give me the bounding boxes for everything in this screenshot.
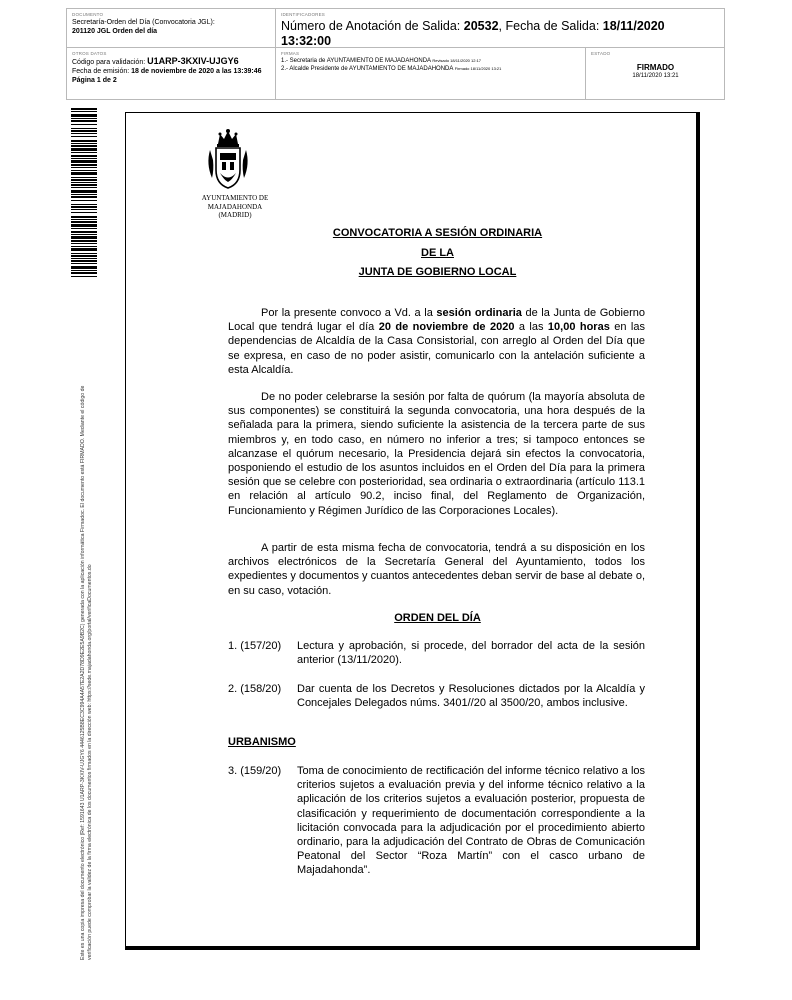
estado-caption: ESTADO bbox=[591, 51, 611, 56]
orden-del-dia-title: ORDEN DEL DÍA bbox=[394, 612, 481, 624]
emission-value: 18 de noviembre de 2020 a las 13:39:46 bbox=[131, 68, 262, 75]
documento-line1: Secretaría-Orden del Día (Convocatoria JGL): bbox=[72, 19, 215, 26]
validation-code-line bbox=[72, 57, 270, 67]
p1-hora: 10,00 horas bbox=[547, 321, 610, 334]
crest-line1: AYUNTAMIENTO DE bbox=[201, 194, 269, 202]
documento-caption: DOCUMENTO bbox=[72, 12, 104, 17]
side-text-line2: verificación puede comprobar la validez de la firma electrónica de los documentos firmados en la dirección web: https://sede.majadahonda.org/portal/verificaDocumentos.do bbox=[87, 564, 93, 960]
p1-fecha: 20 de noviembre de 2020 bbox=[378, 321, 515, 334]
crest-line3: (MADRID) bbox=[218, 211, 252, 219]
agenda-item bbox=[228, 764, 645, 878]
firma-1-text: 1.- Secretaria de AYUNTAMIENTO DE MAJADAHONDA bbox=[281, 58, 431, 64]
p1-g: en las dependencias de Alcaldía de la Casa Consistorial, con arreglo al Orden del Día que se expresa, en caso de no poder asistir, comunicarlo con la antelación suficiente a esta Alcaldía. bbox=[228, 321, 645, 376]
agenda-item-number: 2. (158/20) bbox=[228, 683, 282, 695]
p1-a: Por la presente convoco a Vd. a la bbox=[261, 307, 437, 319]
paragraph-quorum: De no poder celebrarse la sesión por falta de quórum (la mayoría absoluta de sus componentes) se constituirá la segunda convocatoria, una hora después de la señalada para la primera, siendo suficiente la asistencia de la tercera parte de sus miembros y, en todo caso, en número no inferior a tres; si tampoco entonces se alcanzase el quórum necesario, la Presidencia dejará sin efectos la convocatoria, posponiendo el estudio de los asuntos incluidos en el Orden del Día para la primera sesión que se celebre con posterioridad, sea ordinaria o extraordinaria (artículo 113.1 en relación al artículo 90.2, inciso final, del Reglamento de Organización, Funcionamiento y Régimen Jurídico de las Corporaciones Locales). bbox=[228, 391, 645, 517]
p1-sesion: sesión ordinaria bbox=[436, 307, 522, 319]
document-title-line1: CONVOCATORIA A SESIÓN ORDINARIA bbox=[332, 227, 543, 239]
document-title-line3: JUNTA DE GOBIERNO LOCAL bbox=[358, 266, 517, 278]
firma-2-note: Firmado 18/11/2020 13:21 bbox=[454, 66, 502, 71]
agenda-item-number: 1. (157/20) bbox=[228, 640, 282, 652]
barcode bbox=[71, 108, 97, 280]
side-text-line1: Este es una copia impresa del documento electrónico (Ref: 1591643 U1ARP-3KXIV-UJGY6 4446125B8EC3C994A4A57E2A2D78D9E2E5A9B2C) generada con la aplicación informática Firmadoc. El documento está FIRMADO. Mediante el código de bbox=[80, 385, 86, 960]
identificadores-text bbox=[281, 19, 720, 49]
agenda-item bbox=[228, 639, 645, 667]
p1-c: de la Junta de Gobierno Local que tendrá lugar el día bbox=[228, 307, 645, 334]
agenda-item-text: Toma de conocimiento de rectificación del informe técnico relativo a los criterios sujetos a evaluación previa y del informe técnico relativo a la aplicación de los criterios sujetos a evaluación posterior, propuesta de clasificación y requerimiento de documentación correspondiente a la licitación convocada para la adjudicación por el procedimiento abierto ordinario, para la adjudicación del Contrato de Obras de Comunicación Peatonal del Sector “Roza Martín” con el casco urbano de Majadahonda”. bbox=[297, 765, 645, 877]
firma-2-text: 2.- Alcalde Presidente de AYUNTAMIENTO DE MAJADAHONDA bbox=[281, 66, 454, 72]
page-count: Página 1 de 2 bbox=[72, 77, 117, 84]
crest-line2: MAJADAHONDA bbox=[207, 202, 263, 211]
documento-cell bbox=[67, 9, 276, 48]
ident-prefix: Número de Anotación de Salida: bbox=[281, 19, 464, 33]
firmas-caption: FIRMAS bbox=[281, 51, 300, 56]
estado-cell bbox=[586, 48, 725, 100]
paragraph-convocatoria bbox=[228, 306, 645, 377]
identificadores-cell bbox=[276, 9, 725, 48]
validation-label: Código para validación: bbox=[72, 59, 148, 66]
emission-label: Fecha de emisión: bbox=[72, 68, 132, 75]
otros-datos-caption: OTROS DATOS bbox=[72, 51, 107, 56]
p1-e: a las bbox=[514, 321, 548, 334]
agenda-item bbox=[228, 682, 645, 710]
ident-mid: , Fecha de Salida: bbox=[498, 19, 603, 33]
emission-date-line bbox=[72, 67, 270, 76]
ident-fecha: 18/11/2020 bbox=[602, 19, 665, 33]
crest-caption bbox=[190, 194, 280, 220]
document-title-line2: DE LA bbox=[421, 247, 454, 259]
documento-line2: 201120 JGL Orden del día bbox=[72, 28, 158, 35]
coat-of-arms-icon bbox=[204, 126, 252, 194]
section-urbanismo: URBANISMO bbox=[228, 736, 296, 748]
ident-numero: 20532 bbox=[463, 19, 499, 33]
otros-datos-cell bbox=[67, 48, 276, 100]
firma-1-note: Revisado 18/11/2020 12:17 bbox=[432, 58, 482, 63]
side-validation-text bbox=[80, 300, 94, 960]
estado-date: 18/11/2020 13:21 bbox=[632, 73, 679, 79]
firma-2 bbox=[281, 65, 580, 73]
estado-value: FIRMADO bbox=[636, 63, 675, 72]
paragraph-archivos: A partir de esta misma fecha de convocatoria, tendrá a su disposición en los archivos electrónicos de la Secretaría General del Ayuntamiento, todos los expedientes y documentos y cuantos antecedentes deban servir de base al debate o, en su caso, votación. bbox=[228, 542, 645, 597]
agenda-item-text: Lectura y aprobación, si procede, del borrador del acta de la sesión anterior (13/11/2020). bbox=[297, 640, 645, 667]
agenda-item-number: 3. (159/20) bbox=[228, 765, 282, 777]
firma-1 bbox=[281, 57, 580, 65]
identificadores-caption: IDENTIFICADORES bbox=[281, 12, 326, 17]
ident-hora: 13:32:00 bbox=[281, 34, 332, 48]
barcode-bar bbox=[71, 277, 97, 280]
agenda-item-text: Dar cuenta de los Decretos y Resoluciones dictados por la Alcaldía y Concejales Delegados núms. 3401//20 al 3500/20, ambos inclusive. bbox=[297, 683, 645, 710]
validation-code[interactable]: U1ARP-3KXIV-UJGY6 bbox=[147, 56, 239, 66]
firmas-cell bbox=[276, 48, 586, 100]
document-metadata-header bbox=[66, 8, 725, 100]
